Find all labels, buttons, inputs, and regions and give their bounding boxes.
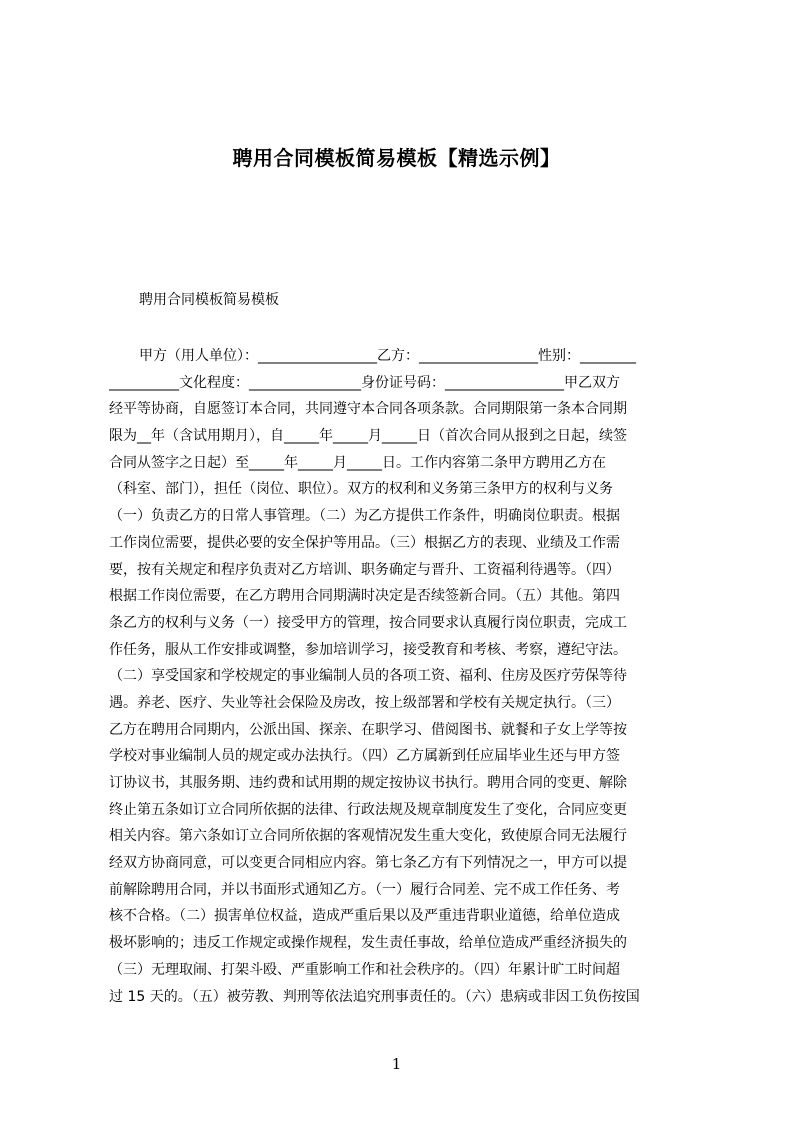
body-line: （科室、部门），担任（岗位、职位）。双方的权利和义务第三条甲方的权利与义务 <box>109 481 613 498</box>
page-number: 1 <box>391 1055 402 1073</box>
body-line: 极坏影响的；违反工作规定或操作规程，发生责任事故，给单位造成严重经济损失的 <box>109 935 627 952</box>
body-line: 相关内容。第六条如订立合同所依据的客观情况发生重大变化，致使原合同无法履行 <box>109 828 627 845</box>
body-line: 终止第五条如订立合同所依据的法律、行政法规及规章制度发生了变化，合同应变更 <box>109 801 627 818</box>
body-line: 条乙方的权利与义务（一）接受甲方的管理，按合同要求认真履行岗位职责，完成工 <box>109 614 627 631</box>
body-line: 过 15 天的。（五）被劳教、判刑等依法追究刑事责任的。（六）患病或非因工负伤按国 <box>109 988 640 1005</box>
body-line: 限为__年（含试用期月），自_____年_____月_____日（首次合同从报到之日起，续签 <box>109 428 627 445</box>
body-line: （一）负责乙方的日常人事管理。（二）为乙方提供工作条件，明确岗位职责。根据 <box>109 508 620 525</box>
contract-body <box>109 343 699 1010</box>
body-line: 甲方（用人单位）：_________________乙方：_________________性别：________ <box>139 348 636 364</box>
body-line: （二）享受国家和学校规定的事业编制人员的各项工资、福利、住房及医疗劳保等待 <box>109 668 627 685</box>
body-line: 要，按有关规定和程序负责对乙方培训、职务确定与晋升、工资福利待遇等。（四） <box>109 561 620 578</box>
body-line: 前解除聘用合同，并以书面形式通知乙方。（一）履行合同差、完不成工作任务、考 <box>109 881 620 898</box>
body-line: 经双方协商同意，可以变更合同相应内容。第七条乙方有下列情况之一，甲方可以提 <box>109 855 627 872</box>
document-subtitle: 聘用合同模板简易模板 <box>139 292 279 308</box>
body-line: 经平等协商，自愿签订本合同，共同遵守本合同各项条款。合同期限第一条本合同期 <box>109 401 627 418</box>
body-line: __________文化程度：________________身份证号码：_________________甲乙双方 <box>109 374 620 391</box>
body-line: 核不合格。（二）损害单位权益，造成严重后果以及严重违背职业道德，给单位造成 <box>109 908 620 925</box>
body-line: 根据工作岗位需要，在乙方聘用合同期满时决定是否续签新合同。（五）其他。第四 <box>109 588 620 605</box>
body-line: 乙方在聘用合同期内，公派出国、探亲、在职学习、借阅图书、就餐和子女上学等按 <box>109 721 627 738</box>
body-line: 订协议书，其服务期、违约费和试用期的规定按协议书执行。聘用合同的变更、解除 <box>109 775 627 791</box>
body-line: 工作岗位需要，提供必要的安全保护等用品。（三）根据乙方的表现、业绩及工作需 <box>109 534 620 551</box>
body-line: 遇。养老、医疗、失业等社会保险及房改，按上级部署和学校有关规定执行。（三） <box>109 694 620 711</box>
body-line: 作任务，服从工作安排或调整，参加培训学习，接受教育和考核、考察，遵纪守法。 <box>109 641 627 658</box>
body-line: （三）无理取闹、打架斗殴、严重影响工作和社会秩序的。（四）年累计旷工时间超 <box>109 961 620 978</box>
document-title: 聘用合同模板简易模板【精选示例】 <box>232 146 561 170</box>
body-line: 学校对事业编制人员的规定或办法执行。（四）乙方属新到任应届毕业生还与甲方签 <box>109 748 620 765</box>
body-line: 合同从签字之日起）至_____年_____月_____日。工作内容第二条甲方聘用乙方在 <box>109 454 606 471</box>
